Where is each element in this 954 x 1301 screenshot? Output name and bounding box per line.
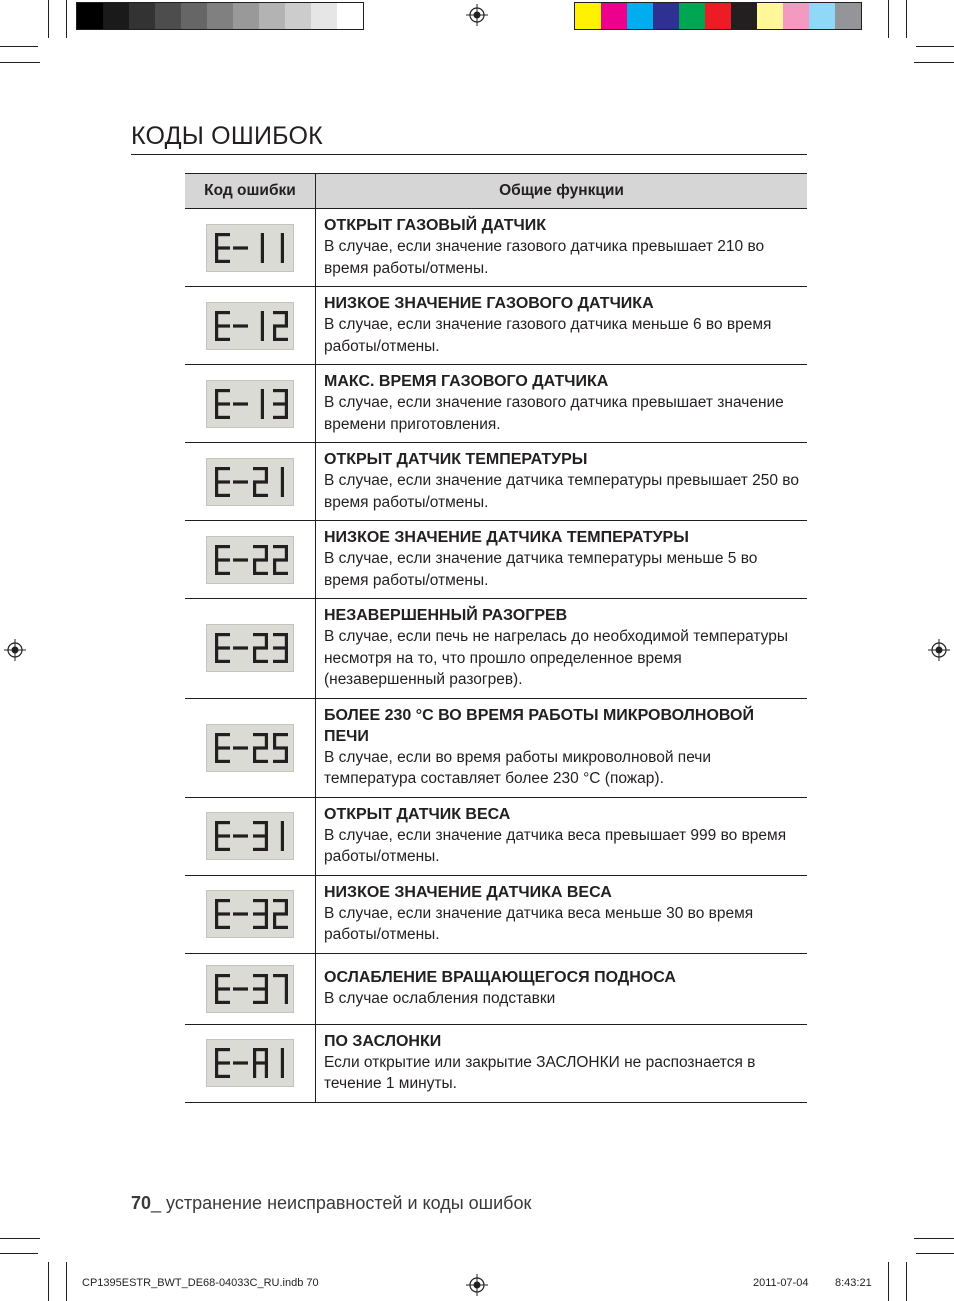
- gray-swatch-6: [233, 3, 259, 29]
- error-code-cell: [185, 1024, 316, 1102]
- table-row: [185, 521, 807, 599]
- slug-time: 8:43:21: [835, 1277, 872, 1289]
- error-text: В случае, если печь не нагрелась до необходимой температуры несмотря на то, что прошло определенное время (незавершенный разогрев).: [324, 628, 788, 688]
- table-row: [185, 209, 807, 287]
- error-code-display: [206, 1039, 294, 1087]
- error-code-display: [206, 890, 294, 938]
- page-number: 70: [131, 1193, 152, 1213]
- color-swatch-5: [705, 3, 731, 29]
- gray-swatch-5: [207, 3, 233, 29]
- slug-file-name: CP1395ESTR_BWT_DE68-04033C_RU.indb 70: [82, 1277, 319, 1289]
- error-description-cell: [316, 1024, 808, 1102]
- gray-swatch-8: [285, 3, 311, 29]
- error-heading: ОТКРЫТ ДАТЧИК ТЕМПЕРАТУРЫ: [324, 451, 588, 468]
- error-description-cell: [316, 365, 808, 443]
- error-description-cell: [316, 797, 808, 875]
- color-calibration-bar: [574, 2, 862, 30]
- error-codes-table: [185, 173, 807, 1103]
- gray-swatch-0: [77, 3, 103, 29]
- color-swatch-2: [627, 3, 653, 29]
- error-heading: ОТКРЫТ ДАТЧИК ВЕСА: [324, 805, 511, 823]
- column-header-code: Код ошибки: [185, 174, 316, 209]
- gray-swatch-1: [103, 3, 129, 29]
- error-code-display: [206, 458, 294, 506]
- error-text: В случае, если значение газового датчика превышает значение времени приготовления.: [324, 394, 784, 433]
- title-underline: [131, 154, 807, 155]
- table-row: [185, 1024, 807, 1102]
- error-code-cell: [185, 875, 316, 953]
- error-code-cell: [185, 209, 316, 287]
- error-code-cell: [185, 287, 316, 365]
- error-heading: ОТКРЫТ ГАЗОВЫЙ ДАТЧИК: [324, 217, 547, 234]
- color-swatch-6: [731, 3, 757, 29]
- registration-mark-icon: [466, 4, 488, 26]
- gray-swatch-7: [259, 3, 285, 29]
- error-code-display: [206, 624, 294, 672]
- color-swatch-4: [679, 3, 705, 29]
- error-heading: НИЗКОЕ ЗНАЧЕНИЕ ДАТЧИКА ВЕСА: [324, 883, 612, 901]
- error-text: В случае ослабления подставки: [324, 989, 556, 1007]
- error-heading: НИЗКОЕ ЗНАЧЕНИЕ ДАТЧИКА ТЕМПЕРАТУРЫ: [324, 529, 689, 546]
- error-code-cell: [185, 698, 316, 797]
- error-code-display: [206, 224, 294, 272]
- error-code-cell: [185, 953, 316, 1024]
- error-code-cell: [185, 521, 316, 599]
- error-description-cell: [316, 287, 808, 365]
- color-swatch-9: [809, 3, 835, 29]
- error-code-cell: [185, 797, 316, 875]
- error-text: В случае, если значение датчика температуры превышает 250 во время работы/отмены.: [324, 472, 799, 511]
- error-code-display: [206, 965, 294, 1013]
- table-row: [185, 443, 807, 521]
- registration-mark-icon: [928, 639, 950, 661]
- footer-text: _ устранение неисправностей и коды ошибок: [151, 1193, 532, 1213]
- page-title: КОДЫ ОШИБОК: [131, 122, 323, 150]
- error-text: В случае, если во время работы микроволновой печи температура составляет более 230 °C (пожар).: [324, 748, 712, 787]
- grayscale-calibration-bar: [76, 2, 364, 30]
- table-row: [185, 953, 807, 1024]
- table-row: [185, 875, 807, 953]
- error-description-cell: [316, 599, 808, 699]
- error-text: В случае, если значение датчика веса меньше 30 во время работы/отмены.: [324, 904, 754, 943]
- color-swatch-0: [575, 3, 601, 29]
- registration-mark-icon: [4, 639, 26, 661]
- column-header-functions: Общие функции: [316, 174, 808, 209]
- table-row: [185, 599, 807, 699]
- error-code-cell: [185, 443, 316, 521]
- gray-swatch-3: [155, 3, 181, 29]
- error-description-cell: [316, 443, 808, 521]
- error-description-cell: [316, 521, 808, 599]
- color-swatch-10: [835, 3, 861, 29]
- table-row: [185, 365, 807, 443]
- error-description-cell: [316, 953, 808, 1024]
- error-code-display: [206, 302, 294, 350]
- error-code-display: [206, 536, 294, 584]
- error-text: В случае, если значение газового датчика меньше 6 во время работы/отмены.: [324, 316, 772, 355]
- error-text: В случае, если значение газового датчика превышает 210 во время работы/отмены.: [324, 238, 765, 277]
- color-swatch-7: [757, 3, 783, 29]
- gray-swatch-10: [337, 3, 363, 29]
- table-row: [185, 797, 807, 875]
- error-heading: НЕЗАВЕРШЕННЫЙ РАЗОГРЕВ: [324, 607, 568, 624]
- color-swatch-3: [653, 3, 679, 29]
- page-footer: [131, 1193, 531, 1214]
- error-heading: ПО ЗАСЛОНКИ: [324, 1032, 442, 1050]
- error-code-cell: [185, 599, 316, 699]
- error-heading: ОСЛАБЛЕНИЕ ВРАЩАЮЩЕГОСЯ ПОДНОСА: [324, 968, 676, 986]
- error-code-cell: [185, 365, 316, 443]
- error-text: В случае, если значение датчика температуры меньше 5 во время работы/отмены.: [324, 550, 758, 589]
- color-swatch-1: [601, 3, 627, 29]
- table-header-row: [185, 174, 807, 209]
- error-description-cell: [316, 209, 808, 287]
- gray-swatch-9: [311, 3, 337, 29]
- table-row: [185, 698, 807, 797]
- slug-date: 2011-07-04: [753, 1277, 809, 1289]
- error-heading: НИЗКОЕ ЗНАЧЕНИЕ ГАЗОВОГО ДАТЧИКА: [324, 295, 654, 312]
- error-description-cell: [316, 875, 808, 953]
- table-row: [185, 287, 807, 365]
- gray-swatch-2: [129, 3, 155, 29]
- registration-mark-icon: [466, 1274, 488, 1296]
- error-code-display: [206, 380, 294, 428]
- error-heading: МАКС. ВРЕМЯ ГАЗОВОГО ДАТЧИКА: [324, 373, 609, 390]
- error-text: В случае, если значение датчика веса превышает 999 во время работы/отмены.: [324, 826, 787, 865]
- error-description-cell: [316, 698, 808, 797]
- gray-swatch-4: [181, 3, 207, 29]
- error-code-display: [206, 724, 294, 772]
- error-code-display: [206, 812, 294, 860]
- color-swatch-8: [783, 3, 809, 29]
- error-heading: БОЛЕЕ 230 °C ВО ВРЕМЯ РАБОТЫ МИКРОВОЛНОВОЙ ПЕЧИ: [324, 706, 754, 745]
- error-text: Если открытие или закрытие ЗАСЛОНКИ не распознается в течение 1 минуты.: [324, 1053, 756, 1092]
